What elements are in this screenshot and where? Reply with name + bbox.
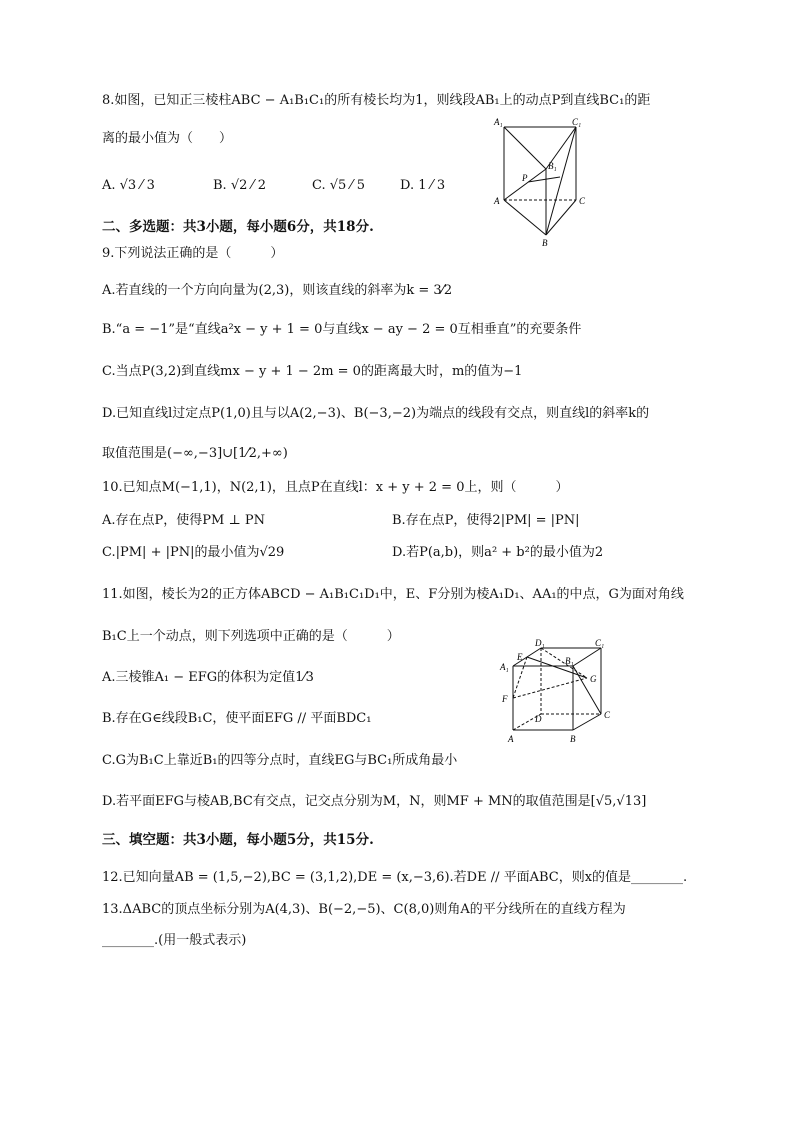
- q10-option-c: C.|PM| + |PN|的最小值为√29: [102, 545, 285, 560]
- section2-heading: 二、多选题：共3小题，每小题6分，共18分.: [102, 219, 374, 235]
- prism-label-p: P: [522, 173, 528, 183]
- q8-option-b: B. √2 ⁄ 2: [213, 178, 267, 193]
- cube-label-c1: C₁: [595, 638, 605, 648]
- section3-heading: 三、填空题：共3小题，每小题5分，共15分.: [102, 832, 374, 848]
- q8-option-c: C. √5 ⁄ 5: [312, 178, 366, 193]
- prism-label-c1: C₁: [572, 117, 582, 127]
- q11-line2: B₁C上一个动点，则下列选项中正确的是（ ）: [102, 629, 400, 644]
- q11-option-b: B.存在G∈线段B₁C，使平面EFG // 平面BDC₁: [102, 711, 372, 726]
- prism-figure: [490, 115, 600, 250]
- cube-label-e: E: [517, 652, 523, 662]
- cube-label-b: B: [570, 734, 576, 744]
- prism-label-b1: B₁: [548, 161, 557, 171]
- cube-label-d1: D₁: [535, 638, 545, 648]
- q9-stem: 9.下列说法正确的是（ ）: [102, 246, 284, 261]
- q8-line1: 8.如图，已知正三棱柱ABC − A₁B₁C₁的所有棱长均为1，则线段AB₁上的动点P到直线BC₁的距: [102, 93, 651, 108]
- q9-option-d-line1: D.已知直线l过定点P(1,0)且与以A(2,−3)、B(−3,−2)为端点的线段有交点，则直线l的斜率k的: [102, 406, 650, 421]
- cube-label-d: D: [535, 714, 542, 724]
- q11-option-c: C.G为B₁C上靠近B₁的四等分点时，直线EG与BC₁所成角最小: [102, 753, 458, 768]
- q11-line1: 11.如图，棱长为2的正方体ABCD − A₁B₁C₁D₁中，E、F分别为棱A₁D₁、AA₁的中点，G为面对角线: [102, 587, 684, 602]
- cube-label-a1: A₁: [500, 662, 509, 672]
- cube-label-b1: B₁: [565, 656, 574, 666]
- cube-label-f: F: [502, 694, 508, 704]
- q9-option-b: B.“a = −1”是“直线a²x − y + 1 = 0与直线x − ay − 2 = 0互相垂直”的充要条件: [102, 322, 582, 337]
- q9-option-a: A.若直线的一个方向向量为(2,3)，则该直线的斜率为k = 3⁄2: [102, 283, 453, 298]
- q10-option-b: B.存在点P，使得2|PM| = |PN|: [392, 513, 580, 528]
- q13-line2: ________.(用一般式表示): [102, 933, 247, 948]
- cube-figure: [495, 638, 620, 748]
- q8-option-d: D. 1 ⁄ 3: [400, 178, 446, 193]
- cube-label-a: A: [508, 734, 514, 744]
- q9-option-c: C.当点P(3,2)到直线mx − y + 1 − 2m = 0的距离最大时，m的值为−1: [102, 364, 523, 379]
- q8-line2: 离的最小值为（ ）: [102, 131, 233, 146]
- prism-label-a: A: [494, 196, 500, 206]
- prism-label-a1: A₁: [494, 117, 503, 127]
- q10-option-a: A.存在点P，使得PM ⊥ PN: [102, 513, 265, 528]
- prism-label-b: B: [542, 238, 548, 248]
- cube-label-g: G: [590, 674, 597, 684]
- q9-option-d-line2: 取值范围是(−∞,−3]∪[1⁄2,+∞): [102, 446, 288, 461]
- q11-option-a: A.三棱锥A₁ − EFG的体积为定值1⁄3: [102, 670, 314, 685]
- q10-stem: 10.已知点M(−1,1)，N(2,1)，且点P在直线l：x + y + 2 = 0上，则（ ）: [102, 480, 569, 495]
- q8-option-a: A. √3 ⁄ 3: [102, 178, 155, 193]
- q11-option-d: D.若平面EFG与棱AB,BC有交点，记交点分别为M，N，则MF + MN的取值范围是[√5,√13]: [102, 794, 647, 809]
- q12-text: 12.已知向量AB = (1,5,−2),BC = (3,1,2),DE = (x,−3,6).若DE // 平面ABC，则x的值是________.: [102, 870, 688, 885]
- q13-line1: 13.ΔABC的顶点坐标分别为A(4,3)、B(−2,−5)、C(8,0)则角A的平分线所在的直线方程为: [102, 902, 626, 917]
- q10-option-d: D.若P(a,b)，则a² + b²的最小值为2: [392, 545, 604, 560]
- cube-label-c: C: [604, 710, 611, 720]
- prism-label-c: C: [579, 196, 586, 206]
